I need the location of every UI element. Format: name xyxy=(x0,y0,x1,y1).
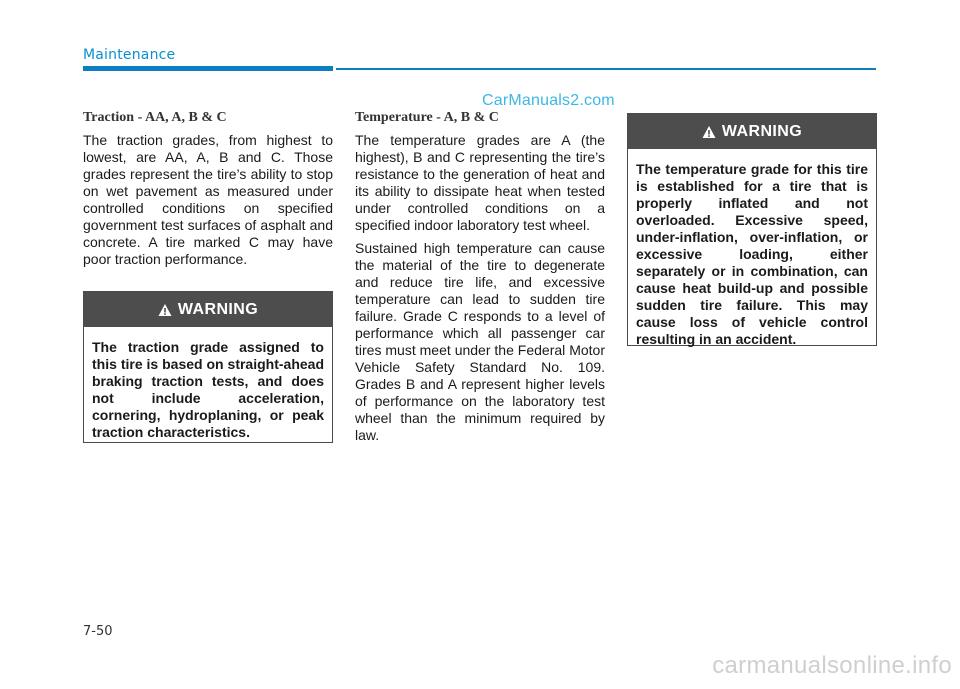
warning-header xyxy=(628,114,876,149)
warning-header xyxy=(84,292,332,327)
temperature-warning-box xyxy=(627,113,877,346)
temperature-paragraph-2: Sustained high temperature can cause the material of the tire to degenerate and reduce tire life, and excessive temperature can lead to sudden tire failure. Grade C responds to a level of performance which all passenger car tires must meet under the Federal Motor Vehicle Safety Standard No. 109. Grades B and A represent higher levels of performance on the laboratory test wheel than the minimum required by law. xyxy=(355,240,605,443)
header-rule-dark xyxy=(83,66,333,71)
traction-heading: Traction - AA, A, B & C xyxy=(83,110,227,125)
temperature-section xyxy=(355,110,605,450)
temperature-heading: Temperature - A, B & C xyxy=(355,110,499,125)
warning-label: WARNING xyxy=(721,122,803,140)
warning-text: The temperature grade for this tire is established for a tire that is properly inflated and not overloaded. Excessive speed, under-inflation, over-inflation, or excessive loading, either separately or in combination, can cause heat build-up and possible sudden tire failure. This may cause loss of vehicle control resulting in an accident. xyxy=(636,161,868,347)
page-number: 7-50 xyxy=(83,624,113,639)
warning-text: The traction grade assigned to this tire is based on straight-ahead braking traction tests, and does not include acceleration, cornering, hydroplaning, or peak traction characteristics. xyxy=(92,339,324,440)
header-rule-light xyxy=(336,68,876,70)
watermark-bottom[interactable]: carmanualsonline.info xyxy=(712,652,952,679)
warning-triangle-icon xyxy=(702,125,716,139)
traction-section xyxy=(83,110,333,274)
warning-triangle-icon xyxy=(158,303,172,317)
watermark-top[interactable]: CarManuals2.com xyxy=(482,92,615,109)
temperature-paragraph-1: The temperature grades are A (the highest), B and C representing the tire’s resistance to the generation of heat and its ability to dissipate heat when tested under controlled conditions on a specified indoor laboratory test wheel. xyxy=(355,132,605,233)
traction-paragraph: The traction grades, from highest to lowest, are AA, A, B and C. Those grades represent the tire’s ability to stop on wet pavement as measured under controlled conditions on specified government test surfaces of asphalt and concrete. A tire marked C may have poor traction performance. xyxy=(83,132,333,267)
traction-warning-box xyxy=(83,291,333,443)
warning-label: WARNING xyxy=(177,300,259,318)
section-title: Maintenance xyxy=(83,47,176,63)
